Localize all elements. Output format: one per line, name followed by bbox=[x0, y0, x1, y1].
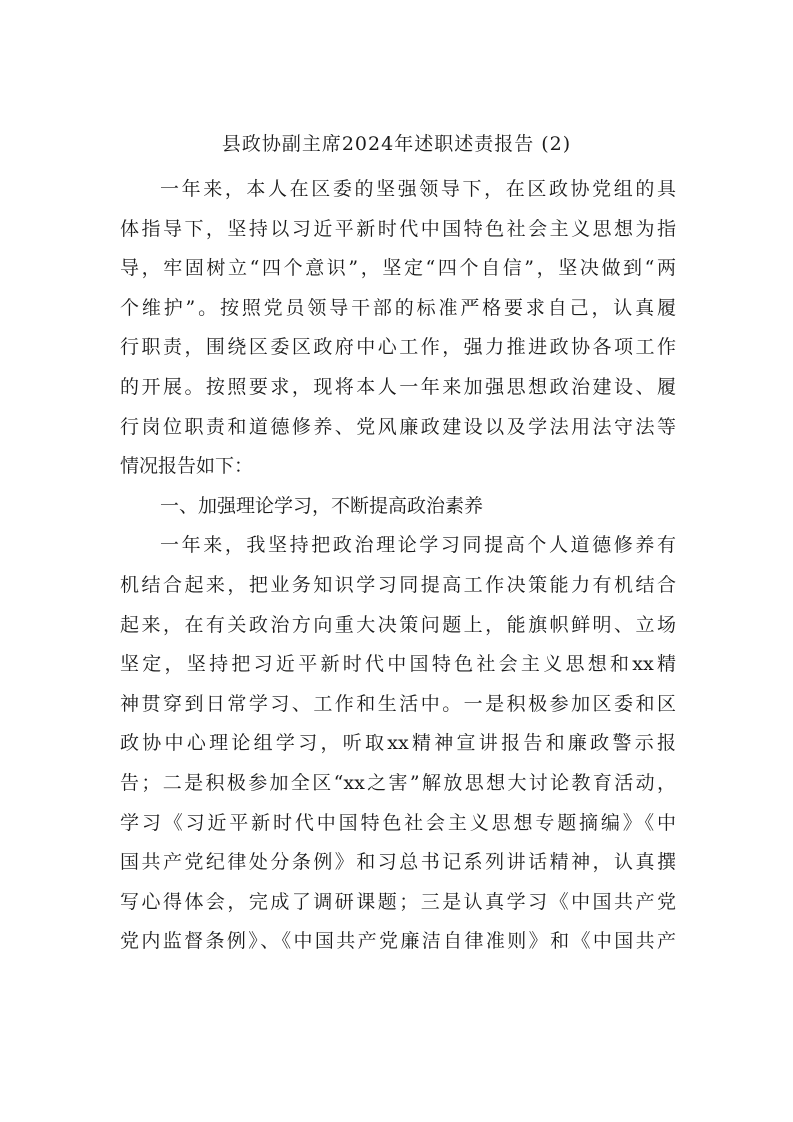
paragraph-line: 个维护”。按照党员领导干部的标准严格要求自己，认真履 bbox=[120, 296, 676, 319]
paragraph-line: 国共产党纪律处分条例》和习总书记系列讲话精神，认真撰 bbox=[120, 851, 676, 874]
document-title: 县政协副主席2024年述职述责报告 (2) bbox=[221, 133, 572, 155]
paragraph-line: 学习《习近平新时代中国特色社会主义思想专题摘编》《中 bbox=[120, 811, 676, 834]
paragraph-line: 体指导下，坚持以习近平新时代中国特色社会主义思想为指 bbox=[120, 217, 676, 240]
document-body bbox=[120, 170, 676, 962]
paragraph-line: 政协中心理论组学习，听取xx精神宣讲报告和廉政警示报 bbox=[120, 732, 676, 755]
paragraph-line: 一年来，本人在区委的坚强领导下，在区政协党组的具 bbox=[160, 178, 676, 200]
paragraph-line: 行职责，围绕区委区政府中心工作，强力推进政协各项工作 bbox=[120, 336, 676, 359]
paragraph-line: 一年来，我坚持把政治理论学习同提高个人道德修养有 bbox=[160, 534, 676, 557]
paragraph-line: 党内监督条例》、《中国共产党廉洁自律准则》和《中国共产 bbox=[120, 930, 676, 953]
paragraph-line: 导，牢固树立“四个意识”，坚定“四个自信”，坚决做到“两 bbox=[120, 257, 676, 280]
paragraph-line: 告；二是积极参加全区“xx之害”解放思想大讨论教育活动， bbox=[120, 771, 676, 794]
paragraph-line: 情况报告如下： bbox=[120, 455, 254, 478]
paragraph-line: 坚定，坚持把习近平新时代中国特色社会主义思想和xx精 bbox=[120, 653, 676, 676]
paragraph-line: 起来，在有关政治方向重大决策问题上，能旗帜鲜明、立场 bbox=[120, 613, 676, 636]
paragraph-line: 神贯穿到日常学习、工作和生活中。一是积极参加区委和区 bbox=[120, 692, 676, 715]
paragraph-line: 写心得体会，完成了调研课题；三是认真学习《中国共产党 bbox=[120, 890, 676, 913]
paragraph-line: 的开展。按照要求，现将本人一年来加强思想政治建设、履 bbox=[120, 375, 676, 398]
section-heading: 一、加强理论学习，不断提高政治素养 bbox=[160, 494, 484, 517]
paragraph-line: 机结合起来，把业务知识学习同提高工作决策能力有机结合 bbox=[120, 573, 676, 596]
paragraph-line: 行岗位职责和道德修养、党风廉政建设以及学法用法守法等 bbox=[120, 415, 676, 438]
